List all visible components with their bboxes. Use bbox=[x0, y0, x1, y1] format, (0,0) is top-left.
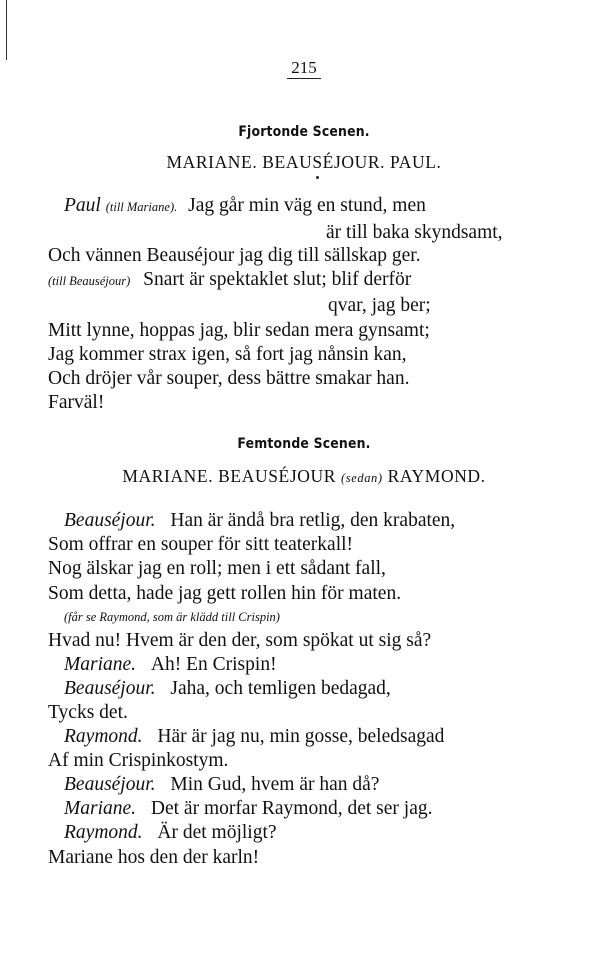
scene-title: Fjortonde Scenen. bbox=[238, 124, 370, 140]
verse-text: Här är jag nu, min gosse, beledsagad bbox=[157, 726, 445, 747]
speaker-name: Mariane. bbox=[64, 654, 137, 675]
speaker-name: Beauséjour. bbox=[64, 678, 156, 699]
verse-line: Jag kommer strax igen, så fort jag nånsin kan, bbox=[48, 344, 407, 365]
verse-line: qvar, jag ber; bbox=[328, 295, 431, 316]
verse-line: Och dröjer vår souper, dess bättre smakar han. bbox=[48, 368, 410, 389]
verse-line bbox=[64, 653, 277, 677]
verse-line bbox=[64, 194, 426, 219]
verse-line bbox=[48, 268, 411, 293]
verse-line: Nog älskar jag en roll; men i ett sådant fall, bbox=[48, 558, 386, 579]
scene-cast: MARIANE. BEAUSÉJOUR. PAUL. bbox=[166, 152, 442, 172]
verse-line: Mitt lynne, hoppas jag, blir sedan mera gynsamt; bbox=[48, 320, 430, 341]
page-number bbox=[0, 58, 608, 78]
verse-line: Farväl! bbox=[48, 392, 105, 413]
verse-line: Och vännen Beauséjour jag dig till sällskap ger. bbox=[48, 245, 421, 266]
verse-text: Jaha, och temligen bedagad, bbox=[170, 678, 391, 699]
speaker-name: Beauséjour. bbox=[64, 774, 156, 795]
cast-names: MARIANE. BEAUSÉJOUR bbox=[122, 466, 336, 486]
scene-cast bbox=[0, 464, 608, 490]
scene-title: Femtonde Scenen. bbox=[237, 436, 371, 452]
stage-direction: (sedan) bbox=[340, 471, 383, 485]
stage-direction: (till Beauséjour) bbox=[48, 274, 131, 288]
verse-line: Mariane hos den der karln! bbox=[48, 847, 260, 868]
cast-names: RAYMOND. bbox=[387, 466, 486, 486]
stage-direction: (till Mariane). bbox=[105, 200, 178, 214]
margin-rule bbox=[6, 0, 7, 60]
verse-line: Tycks det. bbox=[48, 702, 128, 723]
page-number-text: 215 bbox=[287, 58, 321, 79]
stage-direction: (får se Raymond, som är klädd till Crispin) bbox=[64, 610, 280, 624]
verse-text: Snart är spektaklet slut; blif derför bbox=[143, 269, 412, 290]
verse-text: Jag går min väg en stund, men bbox=[188, 195, 426, 216]
verse-line: Som offrar en souper för sitt teaterkall! bbox=[48, 534, 354, 555]
speaker-name: Raymond. bbox=[64, 822, 143, 843]
verse-line bbox=[64, 725, 444, 749]
verse-text: Min Gud, hvem är han då? bbox=[170, 774, 380, 795]
verse-line: Som detta, hade jag gett rollen hin för maten. bbox=[48, 583, 402, 604]
verse-line bbox=[64, 509, 455, 533]
verse-text: Ah! En Crispin! bbox=[150, 654, 277, 675]
verse-line bbox=[64, 677, 391, 701]
verse-text: Är det möjligt? bbox=[157, 822, 277, 843]
verse-line bbox=[64, 821, 277, 845]
speaker-name: Paul bbox=[64, 195, 101, 216]
verse-line: Hvad nu! Hvem är den der, som spökat ut sig så? bbox=[48, 630, 432, 651]
verse-line bbox=[64, 797, 432, 821]
ink-dot bbox=[316, 176, 319, 179]
speaker-name: Raymond. bbox=[64, 726, 143, 747]
verse-text: Det är morfar Raymond, det ser jag. bbox=[150, 798, 433, 819]
verse-text: Han är ändå bra retlig, den krabaten, bbox=[170, 510, 456, 531]
verse-line: Af min Crispinkostym. bbox=[48, 750, 229, 771]
verse-line bbox=[64, 773, 379, 797]
speaker-name: Mariane. bbox=[64, 798, 137, 819]
verse-line: är till baka skyndsamt, bbox=[326, 222, 503, 243]
speaker-name: Beauséjour. bbox=[64, 510, 156, 531]
